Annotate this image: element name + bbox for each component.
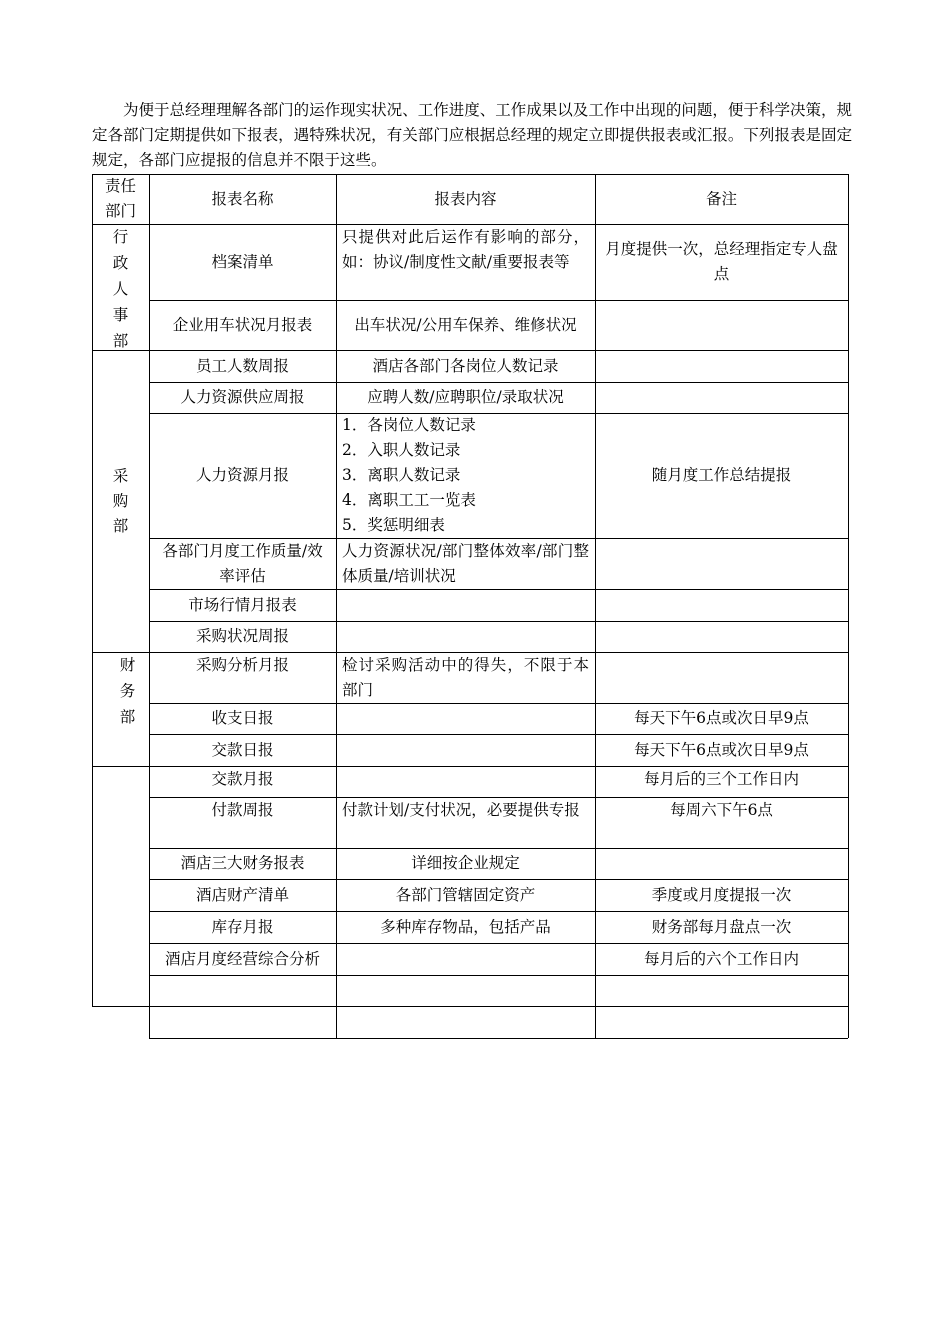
content-list-item: 2．入职人数记录 (342, 441, 461, 459)
report-name: 收支日报 (211, 709, 274, 727)
report-note: 月度提供一次，总经理指定专人盘点 (605, 240, 838, 283)
report-name: 付款周报 (211, 801, 274, 819)
dept-char: 部 (112, 332, 129, 350)
dept-char: 购 (112, 491, 129, 510)
report-content: 出车状况/公用车保养、维修状况 (354, 315, 577, 334)
intro-paragraph: 为便于总经理理解各部门的运作现实状况、工作进度、工作成果以及工作中出现的问题，便于科学决策，规定各部门定期提供如下报表，遇特殊状况，有关部门应根据总经理的规定立即提供报表或汇报。下列报表是固定规定，各部门应提报的信息并不限于这些。 (92, 101, 852, 169)
report-content: 应聘人数/应聘职位/录取状况 (367, 388, 564, 406)
report-content: 付款计划/支付状况，必要提供专报 (342, 801, 580, 819)
dept-char: 部 (119, 708, 136, 726)
content-list-item: 1．各岗位人数记录 (342, 416, 476, 434)
dept-char: 行 (112, 228, 129, 246)
report-note: 随月度工作总结提报 (651, 466, 792, 484)
header-dept-line: 部门 (104, 202, 136, 220)
report-note: 每月后的六个工作日内 (643, 949, 799, 968)
report-name: 采购状况周报 (195, 627, 289, 645)
report-note: 每月后的三个工作日内 (643, 770, 799, 788)
content-list-item: 4．离职工工一览表 (342, 491, 476, 509)
content-list-item: 5．奖惩明细表 (342, 516, 445, 534)
header-report-name: 报表名称 (211, 189, 274, 208)
header-note: 备注 (705, 189, 737, 208)
report-note: 季度或月度提报一次 (651, 885, 792, 904)
content-list-item: 3．离职人数记录 (342, 466, 461, 484)
dept-char: 采 (112, 466, 129, 485)
report-name: 库存月报 (211, 917, 274, 936)
dept-char: 政 (112, 254, 129, 272)
header-dept-line: 责任 (104, 177, 136, 195)
report-content: 检讨采购活动中的得失，不限于本部门 (342, 656, 589, 699)
report-content: 只提供对此后运作有影响的部分，如：协议/制度性文献/重要报表等 (342, 228, 589, 271)
report-content: 酒店各部门各岗位人数记录 (372, 356, 559, 375)
dept-char: 务 (119, 682, 136, 700)
report-name: 交款月报 (211, 770, 274, 788)
dept-char: 人 (112, 280, 129, 298)
report-name: 酒店财产清单 (195, 885, 289, 904)
report-name: 市场行情月报表 (188, 595, 297, 614)
report-name: 交款日报 (211, 740, 274, 759)
report-name: 人力资源供应周报 (180, 388, 305, 406)
report-note: 每周六下午6点 (670, 801, 773, 819)
report-name: 人力资源月报 (195, 466, 289, 484)
report-name: 酒店月度经营综合分析 (164, 949, 320, 968)
dept-char: 事 (112, 306, 129, 324)
report-note: 每天下午6点或次日早9点 (634, 709, 809, 727)
header-report-content: 报表内容 (434, 189, 497, 208)
report-content: 详细按企业规定 (411, 854, 520, 872)
dept-char: 部 (112, 516, 129, 535)
report-note: 财务部每月盘点一次 (651, 917, 792, 936)
dept-char: 财 (119, 656, 136, 674)
report-content: 各部门管辖固定资产 (395, 885, 536, 904)
report-name: 各部门月度工作质量/效率评估 (162, 541, 323, 585)
report-name: 档案清单 (211, 252, 274, 271)
report-content: 多种库存物品，包括产品 (380, 917, 551, 936)
report-name: 采购分析月报 (195, 656, 289, 674)
report-content: 人力资源状况/部门整体效率/部门整体质量/培训状况 (342, 542, 589, 585)
report-name: 企业用车状况月报表 (172, 315, 313, 334)
report-name: 酒店三大财务报表 (180, 854, 305, 872)
report-note: 每天下午6点或次日早9点 (634, 740, 809, 759)
report-name: 员工人数周报 (195, 356, 289, 375)
